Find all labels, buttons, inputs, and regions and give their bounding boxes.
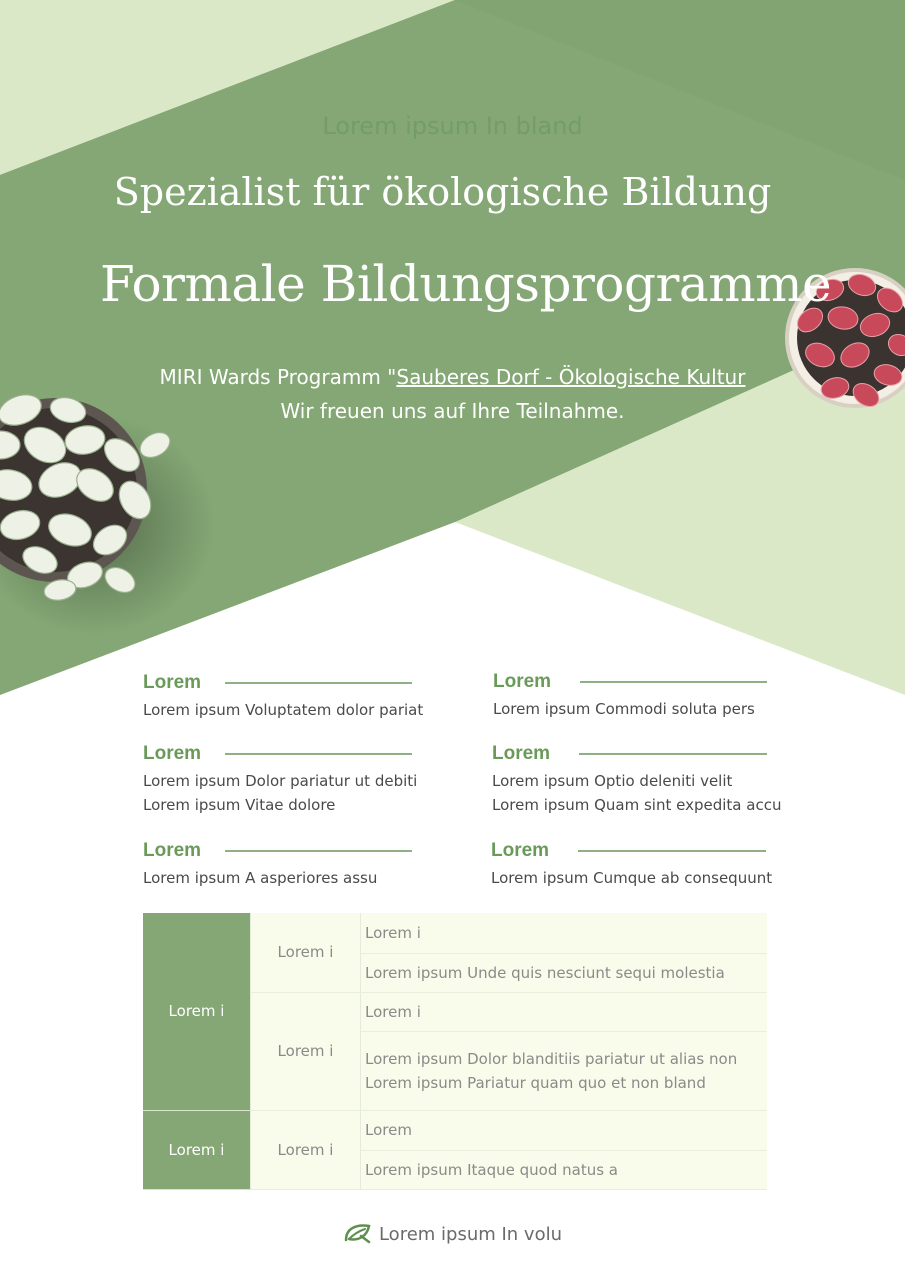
- schedule-table: [143, 913, 767, 1190]
- divider: [225, 850, 412, 852]
- info-text: Lorem ipsum Vitae dolore: [143, 796, 336, 814]
- info-text: Lorem ipsum Optio deleniti velit: [492, 772, 733, 790]
- info-block-6: [491, 840, 773, 890]
- footer-text: Lorem ipsum In volu: [378, 1224, 563, 1245]
- info-heading: Lorem: [143, 840, 202, 861]
- table-cell: [361, 1031, 768, 1110]
- table-cell: Lorem: [361, 1110, 768, 1150]
- info-block-4: [492, 743, 782, 817]
- info-heading: Lorem: [493, 671, 552, 692]
- info-heading: Lorem: [492, 743, 551, 764]
- leaf-icon: [343, 1222, 373, 1244]
- group-cell: Lorem i: [143, 1110, 251, 1189]
- cell-line: Lorem ipsum Dolor blanditiis pariatur ut alias non: [365, 1049, 738, 1068]
- info-text: Lorem ipsum Commodi soluta pers: [493, 700, 755, 718]
- info-text: Lorem ipsum A asperiores assu: [143, 869, 378, 887]
- info-block-5: [143, 840, 412, 890]
- subgroup-cell: Lorem i: [251, 992, 361, 1110]
- page-title: Formale Bildungsprogramme: [100, 255, 832, 313]
- divider: [578, 850, 766, 852]
- info-text: Lorem ipsum Quam sint expedita accu: [492, 796, 782, 814]
- footer: [0, 1222, 905, 1245]
- info-block-3: [143, 743, 418, 817]
- table-row: [143, 913, 767, 953]
- description-line-2: Wir freuen uns auf Ihre Teilnahme.: [280, 399, 625, 423]
- table-row: [143, 1110, 767, 1150]
- kicker-text: Lorem ipsum In bland: [322, 112, 583, 140]
- info-text: Lorem ipsum Cumque ab consequunt: [491, 869, 773, 887]
- info-heading: Lorem: [143, 743, 202, 764]
- info-block-1: [143, 672, 424, 722]
- table-cell: Lorem ipsum Itaque quod natus a: [361, 1150, 768, 1189]
- table-cell: Lorem i: [361, 913, 768, 953]
- divider: [580, 681, 767, 683]
- info-block-2: [493, 671, 767, 721]
- info-text: Lorem ipsum Voluptatem dolor pariat: [143, 701, 424, 719]
- description-line-1: [0, 360, 905, 394]
- group-cell: Lorem i: [143, 913, 251, 1110]
- info-text: Lorem ipsum Dolor pariatur ut debiti: [143, 772, 418, 790]
- description-prefix: MIRI Wards Programm ": [159, 365, 397, 389]
- description: [0, 360, 905, 428]
- program-link[interactable]: Sauberes Dorf - Ökologische Kultur: [396, 365, 746, 389]
- divider: [579, 753, 767, 755]
- subtitle: Spezialist für ökologische Bildung: [113, 170, 772, 214]
- subgroup-cell: Lorem i: [251, 913, 361, 992]
- info-heading: Lorem: [491, 840, 550, 861]
- divider: [225, 682, 412, 684]
- divider: [225, 753, 412, 755]
- info-heading: Lorem: [143, 672, 202, 693]
- subgroup-cell: Lorem i: [251, 1110, 361, 1189]
- cell-line: Lorem ipsum Pariatur quam quo et non bland: [365, 1073, 706, 1092]
- table-cell: Lorem i: [361, 992, 768, 1031]
- table-cell: Lorem ipsum Unde quis nesciunt sequi molestia: [361, 953, 768, 992]
